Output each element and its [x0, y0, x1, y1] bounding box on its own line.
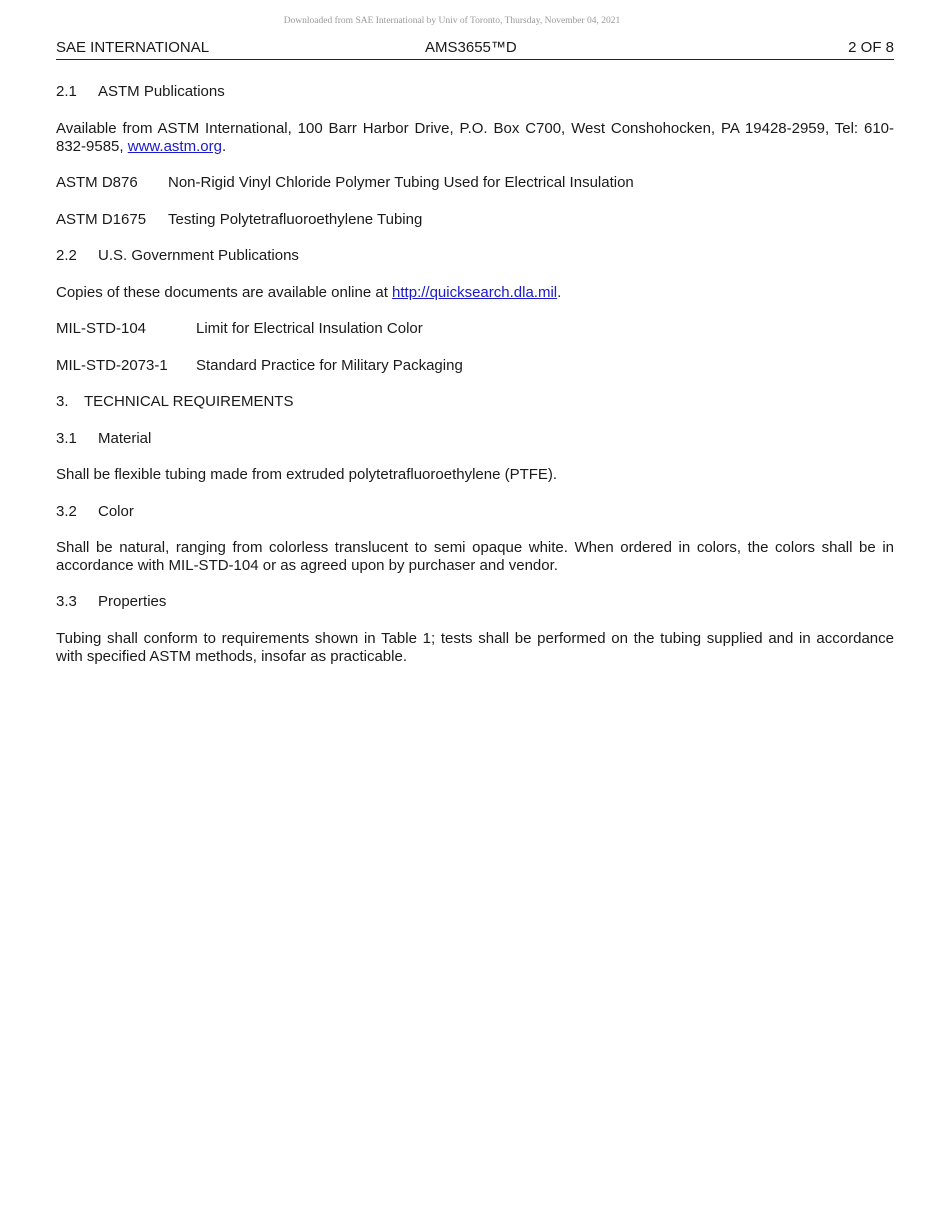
section-number: 2.1	[56, 83, 77, 100]
section-number: 3.1	[56, 430, 77, 447]
section-title: U.S. Government Publications	[98, 247, 299, 264]
section-title: ASTM Publications	[98, 83, 225, 100]
availability-end: .	[557, 284, 562, 301]
reference-title: Standard Practice for Military Packaging	[196, 357, 463, 374]
gov-availability-paragraph	[56, 284, 894, 302]
astm-availability-paragraph	[56, 120, 894, 156]
section-number: 3.	[56, 393, 69, 410]
section-number: 3.3	[56, 593, 77, 610]
reference-row	[56, 357, 894, 375]
quicksearch-link[interactable]: http://quicksearch.dla.mil	[392, 284, 558, 301]
reference-code: MIL-STD-2073-1	[56, 357, 168, 374]
section-title: Color	[98, 503, 134, 520]
reference-row	[56, 320, 894, 338]
reference-row	[56, 174, 894, 192]
section-heading-3-3	[56, 593, 894, 611]
reference-code: MIL-STD-104	[56, 320, 147, 337]
reference-title: Non-Rigid Vinyl Chloride Polymer Tubing Used for Electrical Insulation	[168, 174, 634, 191]
section-heading-2-1	[56, 83, 894, 101]
section-title: TECHNICAL REQUIREMENTS	[84, 393, 294, 410]
header-page-number: 2 OF 8	[848, 39, 894, 56]
section-title: Properties	[98, 593, 167, 610]
properties-paragraph: Tubing shall conform to requirements shown in Table 1; tests shall be performed on the tubing supplied and in accordance with specified ASTM methods, insofar as practicable.	[56, 630, 894, 665]
section-heading-2-2	[56, 247, 894, 265]
astm-website-link[interactable]: www.astm.org	[127, 138, 222, 155]
reference-row	[56, 211, 894, 229]
download-watermark: Downloaded from SAE International by Univ of Toronto, Thursday, November 04, 2021	[283, 16, 621, 26]
material-paragraph: Shall be flexible tubing made from extruded polytetrafluoroethylene (PTFE).	[56, 466, 558, 483]
page-header	[56, 39, 894, 60]
section-number: 2.2	[56, 247, 77, 264]
section-heading-3-1	[56, 430, 894, 448]
section-number: 3.2	[56, 503, 77, 520]
reference-title: Testing Polytetrafluoroethylene Tubing	[168, 211, 423, 228]
section-heading-3-2	[56, 503, 894, 521]
reference-code: ASTM D1675	[56, 211, 147, 228]
header-org: SAE INTERNATIONAL	[56, 39, 210, 56]
availability-end: .	[221, 138, 227, 155]
section-title: Material	[98, 430, 152, 447]
header-doc-id: AMS3655™D	[425, 39, 517, 56]
section-heading-3	[56, 393, 894, 411]
availability-text: Available from ASTM International, 100 Barr Harbor Drive, P.O. Box C700, West Conshohocken, PA 19428-2959, Tel: 610-832-9585,	[56, 120, 894, 155]
reference-title: Limit for Electrical Insulation Color	[196, 320, 423, 337]
availability-text: Copies of these documents are available online at	[56, 284, 393, 301]
reference-code: ASTM D876	[56, 174, 138, 191]
color-paragraph: Shall be natural, ranging from colorless translucent to semi opaque white. When ordered in colors, the colors shall be in accordance with MIL-STD-104 or as agreed upon by purchaser and vendor.	[56, 539, 894, 574]
